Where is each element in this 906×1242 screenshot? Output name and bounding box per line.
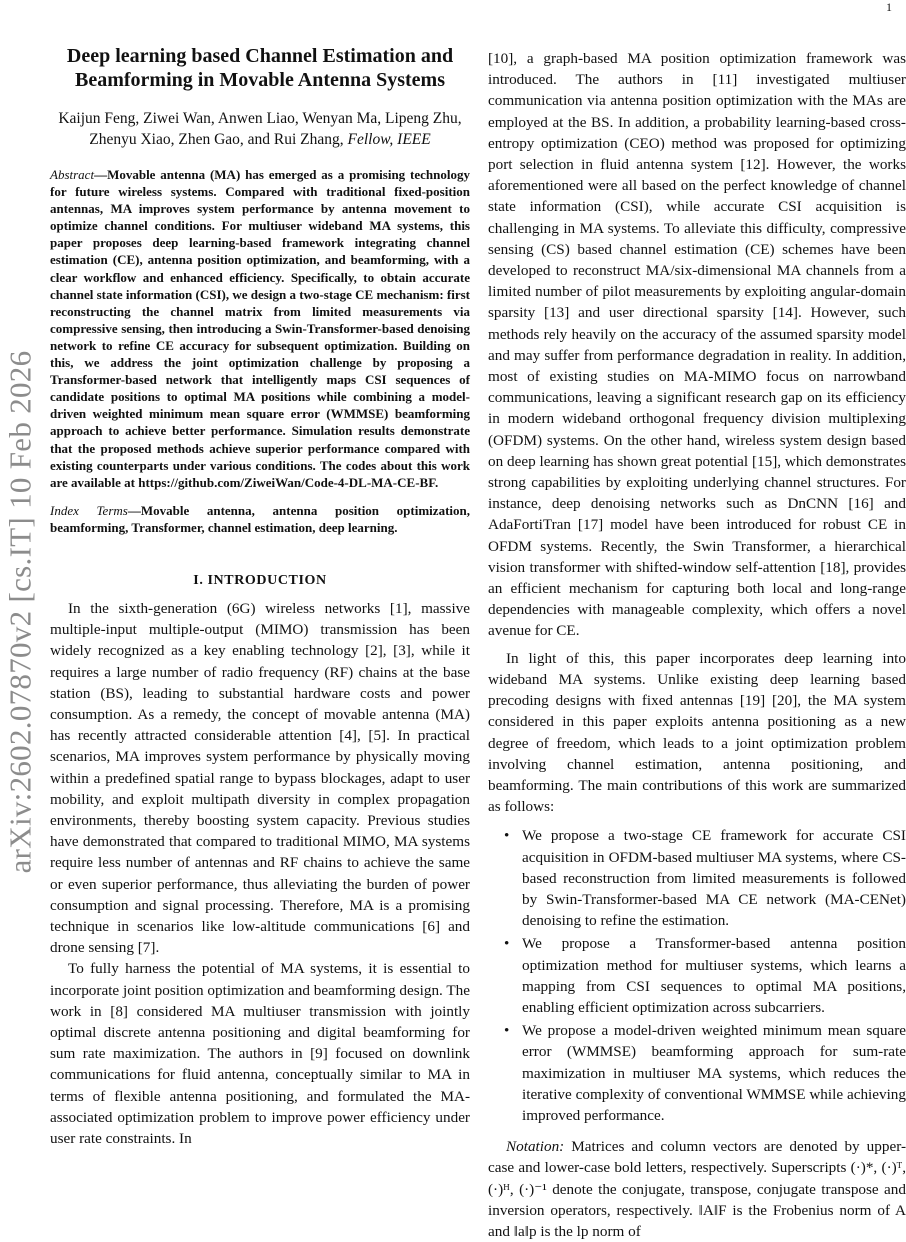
notation-label: Notation: <box>506 1138 565 1156</box>
abstract-label: Abstract <box>50 167 95 182</box>
intro-paragraph-3: In light of this, this paper incorporates deep learning into wideband MA systems. Unlike existing deep learning based precoding designs with fixed antennas [19] [20], the MA system considered in this paper exploits antenna positioning as a new degree of freedom, which leads to a joint optimization problem involving channel estimation, antenna positioning, and beamforming. The main contributions of this work are summarized as follows: <box>488 649 906 816</box>
right-column <box>488 48 906 1242</box>
index-terms-label: Index Terms <box>50 502 128 518</box>
contribution-item <box>488 825 906 931</box>
arxiv-identifier-text: arXiv:2602.07870v2 [cs.IT] 10 Feb 2026 <box>2 350 38 874</box>
intro-paragraph-1: In the sixth-generation (6G) wireless networks [1], massive multiple-input multiple-output (MIMO) transmission has been widely recognized as a key enabling technology [2], [3], while it requires a large number of radio frequency (RF) chains at the base station (BS), leading to substantial hardware costs and power consumption. As a remedy, the concept of movable antenna (MA) has recently attracted considerable attention [4], [5]. In practical scenarios, MA improves system performance by physically moving within a predefined spatial range to bypass blockages, adapt to user mobility, and exploit multipath diversity in complex propagation environments, thereby boosting system capacity. Previous studies have demonstrated that compared to traditional MIMO, MA systems require less number of antennas and RF chains to achieve the same or even superior performance, thus alleviating the burden of power consumption and signal processing. Therefore, MA is a promising technique in scenarios like low-altitude communications [6] and drone sensing [7]. <box>50 599 470 957</box>
contribution-item <box>488 1020 906 1126</box>
author-fellow-suffix: Fellow, IEEE <box>347 131 431 148</box>
index-terms <box>50 502 470 536</box>
paper-title: Deep learning based Channel Estimation and Beamforming in Movable Antenna Systems <box>66 45 454 91</box>
page-number: 1 <box>886 0 892 14</box>
abstract-text: —Movable antenna (MA) has emerged as a promising technology for future wireless systems. Compared with traditional fixed-position antennas, MA improves system performance by antenna movement to optimize channel conditions. For multiuser wideband MA systems, this paper proposes deep learning-based framework integrating channel estimation (CE), antenna position optimization, and beamforming, with a clear workflow and enhanced efficiency. Specifically, to obtain accurate channel state information (CSI), we design a two-stage CE mechanism: first reconstructing the channel matrix from limited measurements via compressive sensing, then introducing a Swin-Transformer-based denoising network to refine CE accuracy for subsequent optimization. Building on this, we address the joint optimization challenge by proposing a Transformer-based network that intelligently maps CSI sequences of candidate positions to optimal MA positions while combining a model-driven weighted minimum mean square error (WMMSE) beamforming approach to achieve better performance. Simulation results demonstrate that the proposed methods achieve superior performance compared with existing counterparts under various conditions. The codes about this work are available at https://github.com/ZiweiWan/Code-4-DL-MA-CE-BF. <box>50 167 470 490</box>
author-names: Kaijun Feng, Ziwei Wan, Anwen Liao, Wenyan Ma, Lipeng Zhu, Zhenyu Xiao, Zhen Gao, and Rui Zhang, <box>58 110 462 148</box>
contribution-text: We propose a model-driven weighted minimum mean square error (WMMSE) beamforming approach for sum-rate maximization in multiuser MA systems, which reduces the iterative complexity of conventional WMMSE while achieving improved performance. <box>522 1022 906 1124</box>
contribution-text: We propose a two-stage CE framework for accurate CSI acquisition in OFDM-based multiuser MA systems, where CS-based reconstruction from limited measurements is followed by Swin-Transformer-based MA CE network (MA-CENet) denoising to refine the estimation. <box>522 827 906 930</box>
intro-paragraph-2: To fully harness the potential of MA systems, it is essential to incorporate joint position optimization and beamforming design. The work in [8] considered MA multiuser transmission with jointly optimal discrete antenna positioning and digital beamforming for sum rate maximization. The authors in [9] focused on downlink communications for fluid antenna, conceptually similar to MA in terms of flexible antenna positioning, and formulated the MA-associated optimization problem to improve power efficiency under user rate constraints. In <box>50 960 470 1148</box>
contribution-item <box>488 933 906 1018</box>
notation-text: Matrices and column vectors are denoted by upper-case and lower-case bold letters, respectively. Superscripts (·)*, (·)ᵀ, (·)ᴴ, (·)⁻¹ denote the conjugate, transpose, conjugate transpose and inversion operators, respectively. ‖A‖F is the Frobenius norm of A and ‖a‖p is the lp norm of <box>488 1138 906 1240</box>
left-column <box>50 44 470 1149</box>
bullet-marker: • <box>504 827 510 845</box>
index-terms-text: —Movable antenna, antenna position optimization, beamforming, Transformer, channel estimation, deep learning. <box>50 502 470 535</box>
section-heading-introduction: I. INTRODUCTION <box>193 572 327 588</box>
contributions-list <box>488 825 906 1126</box>
abstract <box>50 166 470 491</box>
notation-paragraph <box>488 1136 906 1242</box>
contribution-text: We propose a Transformer-based antenna position optimization method for multiuser systems, which learns a mapping from CSI sequences to optimal MA positions, enabling efficient optimization across subcarriers. <box>522 935 906 1016</box>
intro-paragraph-2-continued: [10], a graph-based MA position optimization framework was introduced. The authors in [11] investigated multiuser communication via antenna position optimization with the MAs are employed at the BS. In addition, a probability learning-based cross-entropy optimization (CEO) method was proposed for optimizing port selection in fluid antenna system [12]. However, the works aforementioned were all based on the perfect knowledge of channel state information (CSI), while accurate CSI acquisition is challenging in MA systems. To alleviate this difficulty, compressive sensing (CS) based channel estimation (CE) schemes have been developed to reconstruct MA/six-dimensional MA channels from a limited number of pilot measurements by exploiting angular-domain sparsity [13] and user directional sparsity [14]. However, such methods rely heavily on the accuracy of the assumed sparsity model and may suffer from performance degradation in reality. In addition, most of existing studies on MA-MIMO focus on narrowband communications, leaving a significant research gap on its efficiency in modern wideband orthogonal frequency division multiplexing (OFDM) systems. On the other hand, wireless system design based on deep learning has shown great potential [15], which demonstrates strong capabilities by exploiting underlying channel structures. For instance, deep denoising networks such as DnCNN [16] and AdaFortiTran [17] model have been introduced for robust CE in OFDM systems. Recently, the Swin Transformer, a hierarchical vision transformer with shifted-window self-attention [18], provides an efficient mechanism for capturing both local and long-range dependencies with manageable complexity, which offers a novel avenue for CE. <box>488 50 906 640</box>
bullet-marker: • <box>504 935 510 953</box>
author-list <box>50 108 470 150</box>
arxiv-identifier-stamp <box>2 322 38 902</box>
bullet-marker: • <box>504 1022 510 1040</box>
